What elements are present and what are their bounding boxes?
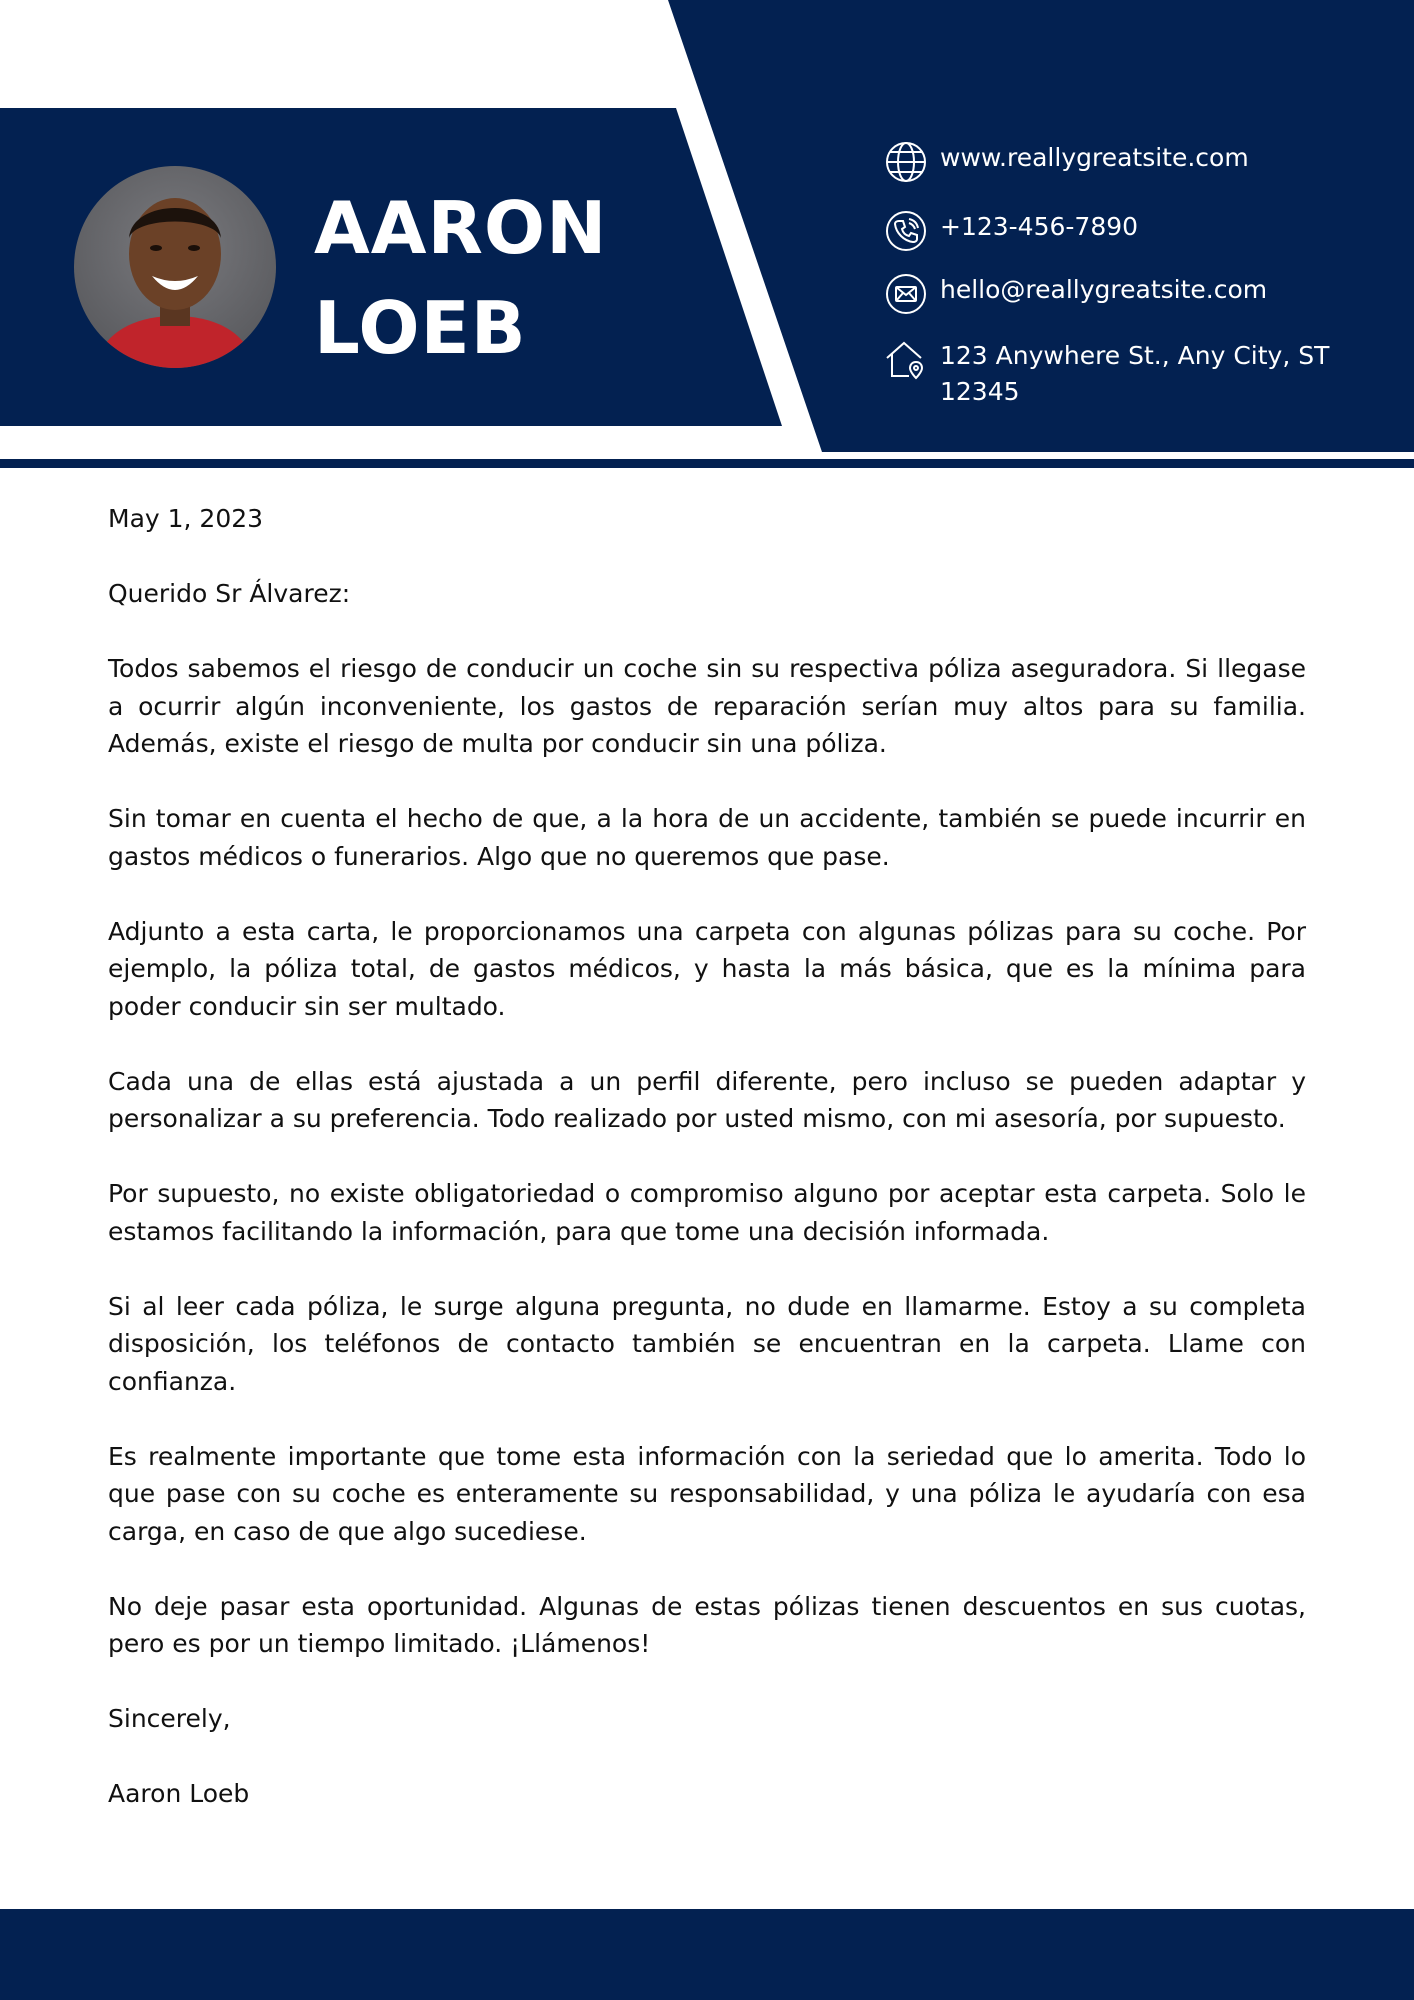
letter-closing: Sincerely, bbox=[108, 1704, 231, 1733]
email-text[interactable]: hello@reallygreatsite.com bbox=[940, 275, 1268, 304]
applicant-name bbox=[314, 178, 607, 378]
letter-paragraph: Adjunto a esta carta, le proporcionamos una carpeta con algunas pólizas para su coche. Por ejemplo, la póliza total, de gastos médicos, y hasta la más básica, que es la mínima para poder conducir sin ser multado. bbox=[108, 916, 1306, 1021]
contact-website bbox=[884, 140, 1249, 184]
footer-bar bbox=[0, 1909, 1414, 2000]
portrait-photo bbox=[74, 166, 276, 368]
address-text: 123 Anywhere St., Any City, ST 12345 bbox=[940, 341, 1330, 406]
phone-icon bbox=[884, 209, 928, 253]
letter-paragraph: Es realmente importante que tome esta información con la seriedad que lo amerita. Todo lo que pase con su coche es enteramente su responsabilidad, y una póliza le ayudaría con esa carga, en caso de que algo sucediese. bbox=[108, 1441, 1306, 1546]
letter-date: May 1, 2023 bbox=[108, 504, 264, 533]
contact-phone bbox=[884, 209, 1138, 253]
mail-icon bbox=[884, 272, 928, 316]
letter-paragraph: Todos sabemos el riesgo de conducir un coche sin su respectiva póliza aseguradora. Si llegase a ocurrir algún inconveniente, los gastos de reparación serían muy altos para su familia. Además, existe el riesgo de multa por conducir sin una póliza. bbox=[108, 654, 1306, 758]
home-location-icon bbox=[884, 338, 928, 382]
contact-email bbox=[884, 272, 1267, 316]
contact-address bbox=[884, 338, 1330, 410]
letter-salutation: Querido Sr Álvarez: bbox=[108, 579, 351, 608]
phone-text[interactable]: +123-456-7890 bbox=[940, 212, 1139, 241]
avatar bbox=[74, 166, 276, 368]
globe-icon bbox=[884, 140, 928, 184]
name-last: LOEB bbox=[314, 286, 527, 370]
letter-paragraph: No deje pasar esta oportunidad. Algunas de estas pólizas tienen descuentos en sus cuotas, pero es por un tiempo limitado. ¡Llámenos! bbox=[108, 1591, 1306, 1658]
letter-paragraph: Cada una de ellas está ajustada a un perfil diferente, pero incluso se pueden adaptar y personalizar a su preferencia. Todo realizado por usted mismo, con mi asesoría, por supuesto. bbox=[108, 1066, 1306, 1133]
letter-body bbox=[108, 500, 1306, 1850]
name-first: AARON bbox=[314, 186, 608, 270]
header-divider-line bbox=[0, 459, 1414, 468]
letter-paragraph: Sin tomar en cuenta el hecho de que, a la hora de un accidente, también se puede incurrir en gastos médicos o funerarios. Algo que no queremos que pase. bbox=[108, 804, 1306, 871]
letter-signature: Aaron Loeb bbox=[108, 1779, 250, 1808]
letter-paragraph: Si al leer cada póliza, le surge alguna pregunta, no dude en llamarme. Estoy a su completa disposición, los teléfonos de contacto también se encuentran en la carpeta. Llame con confianza. bbox=[108, 1291, 1306, 1396]
letter-paragraph: Por supuesto, no existe obligatoriedad o compromiso alguno por aceptar esta carpeta. Solo le estamos facilitando la información, para que tome una decisión informada. bbox=[108, 1179, 1306, 1246]
website-text[interactable]: www.reallygreatsite.com bbox=[940, 143, 1249, 172]
